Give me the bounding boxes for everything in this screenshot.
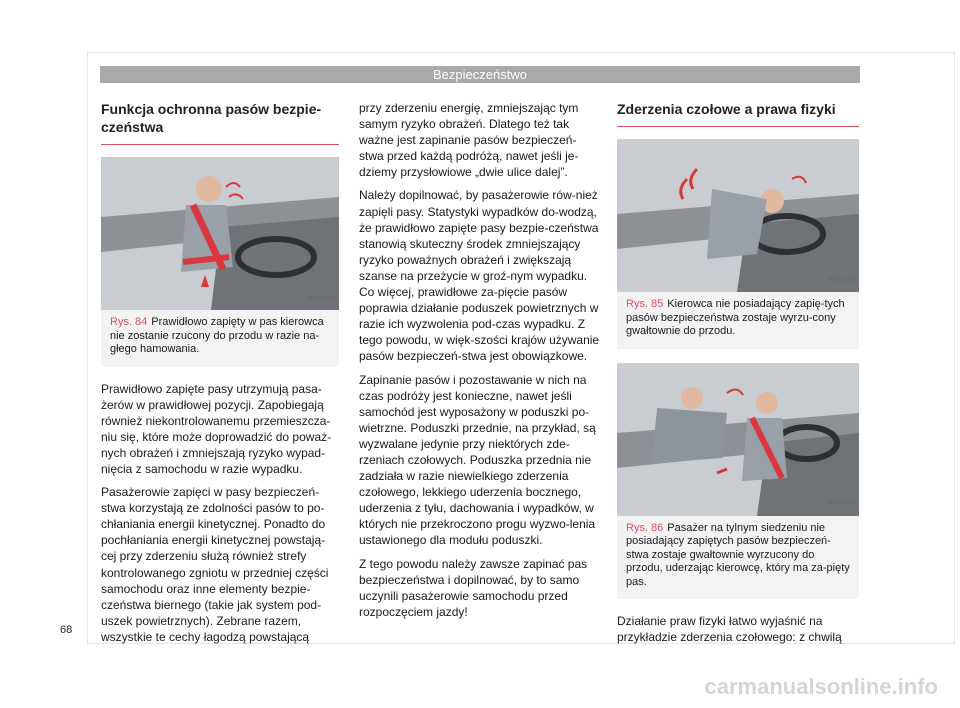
figure-85-code: B5F-0293 xyxy=(828,277,855,284)
section-title-seatbelt: Funkcja ochronna pasów bezpie-czeństwa xyxy=(101,100,339,145)
col2-paragraph-2: Należy dopilnować, by pasażerowie rów-nież zapięli pasy. Statystyki wypadków do-wodzą, że prawidłowo zapięte pasy bezpie-czeństwa stanowią skuteczny środek zmniejszający ryzyko poważnych obrażeń i zwiększają szanse na przeżycie w groź-nym wypadku. Co więcej, prawidłowe za-pięcie pasów poprawia działanie poduszek powietrznych w razie ich wyzwolenia pod-czas wypadku. Z tego powodu, w więk-szości krajów używanie pasów bezpieczeń-stwa jest obowiązkowe. xyxy=(359,188,600,364)
figure-86-code: B5F-0294 xyxy=(828,501,855,508)
figure-86-caption-text: Pasażer na tylnym siedzeniu nie posiadający zapiętych pasów bezpieczeń-stwa zostaje gwałtownie wyrzucony do przodu, uderzając kierowcę, który ma za-pięty pas. xyxy=(626,521,850,588)
col3-paragraph-1: Działanie praw fizyki łatwo wyjaśnić na przykładzie zderzenia czołowego: z chwilą xyxy=(617,614,842,645)
rear-passenger-unbelted-illustration xyxy=(617,363,859,516)
figure-84-caption-text: Prawidłowo zapięty w pas kierowca nie zostanie rzucony do przodu w razie na-głego hamowania. xyxy=(110,316,324,355)
section-title-frontal-collisions: Zderzenia czołowe a prawa fizyki xyxy=(617,100,859,127)
figure-86-caption xyxy=(617,516,859,590)
section-header: Bezpieczeństwo xyxy=(100,66,860,83)
figure-85 xyxy=(617,139,859,349)
col2-paragraph-3: Zapinanie pasów i pozostawanie w nich na czas podróży jest konieczne, nawet jeśli samochód jest wyposażony w poduszki po-wietrzne. Poduszki przednie, na przykład, są wyzwalane jedynie przy niektórych zde-rzeniach czołowych. Poduszka przednia nie zadziała w razie niewielkiego zderzenia czołowego, lekkiego uderzenia bocznego, uderzenia z tyłu, dachowania i wypadków, w których nie przekroczono progu wyzwo-lenia ustawionego dla modułu poduszki. xyxy=(359,372,596,548)
column-3 xyxy=(617,100,859,652)
col2-paragraph-1: przy zderzeniu energię, zmniejszając tym samym ryzyko obrażeń. Dlatego też tak ważne jest zapinanie pasów bezpieczeń-stwa przed każdą podróżą, nawet jeśli je-dziemy przysłowiowe „dwie ulice dalej”. xyxy=(359,101,579,180)
figure-85-caption-text: Kierowca nie posiadający zapię-tych pasów bezpieczeństwa zostaje wyrzu-cony gwałtownie do przodu. xyxy=(626,298,845,337)
figure-85-image xyxy=(617,139,859,292)
driver-belted-illustration xyxy=(101,157,339,310)
col2-paragraph-4: Z tego powodu należy zawsze zapinać pas bezpieczeństwa i dopilnować, by to samo uczynili pasażerowie samochodu przed rozpoczęciem jazdy! xyxy=(359,556,588,619)
figure-86-label: Rys. 86 xyxy=(626,521,664,534)
figure-86-image xyxy=(617,363,859,516)
figure-86 xyxy=(617,363,859,600)
figure-84-label: Rys. 84 xyxy=(110,316,148,328)
figure-84-code: B5F-0295 xyxy=(308,295,335,302)
figure-84-image xyxy=(101,157,339,310)
figure-84-caption xyxy=(101,310,339,357)
page-number: 68 xyxy=(60,624,73,636)
column-1 xyxy=(101,100,339,652)
figure-84 xyxy=(101,157,339,367)
col1-paragraph-2: Pasażerowie zapięci w pasy bezpieczeń-stwa korzystają ze zdolności pasów to po-chłaniania energii kinetycznej. Ponadto do pochłaniania energii kinetycznej powstają-cej przy zderzeniu służą również strefy kontrolowanego zgniotu w przedniej części samochodu oraz inne elementy bezpie-czeństwa biernego (takie jak system pod-uszek powietrznych). Zebrane razem, wszystkie te cechy łagodzą powstającą xyxy=(101,485,329,644)
col1-paragraph-1: Prawidłowo zapięte pasy utrzymują pasa-żerów w prawidłowej pozycji. Zapobiegają również niekontrolowanemu przemieszcza-niu się, które może doprowadzić do poważ-nych obrażeń i zmniejszają ryzyko wypad-nięcia z samochodu w razie wypadku. xyxy=(101,381,332,476)
figure-85-caption xyxy=(617,292,859,339)
column-2 xyxy=(359,100,601,627)
driver-unbelted-illustration xyxy=(617,139,859,292)
watermark: carmanualsonline.info xyxy=(704,674,938,699)
figure-85-label: Rys. 85 xyxy=(626,298,664,310)
